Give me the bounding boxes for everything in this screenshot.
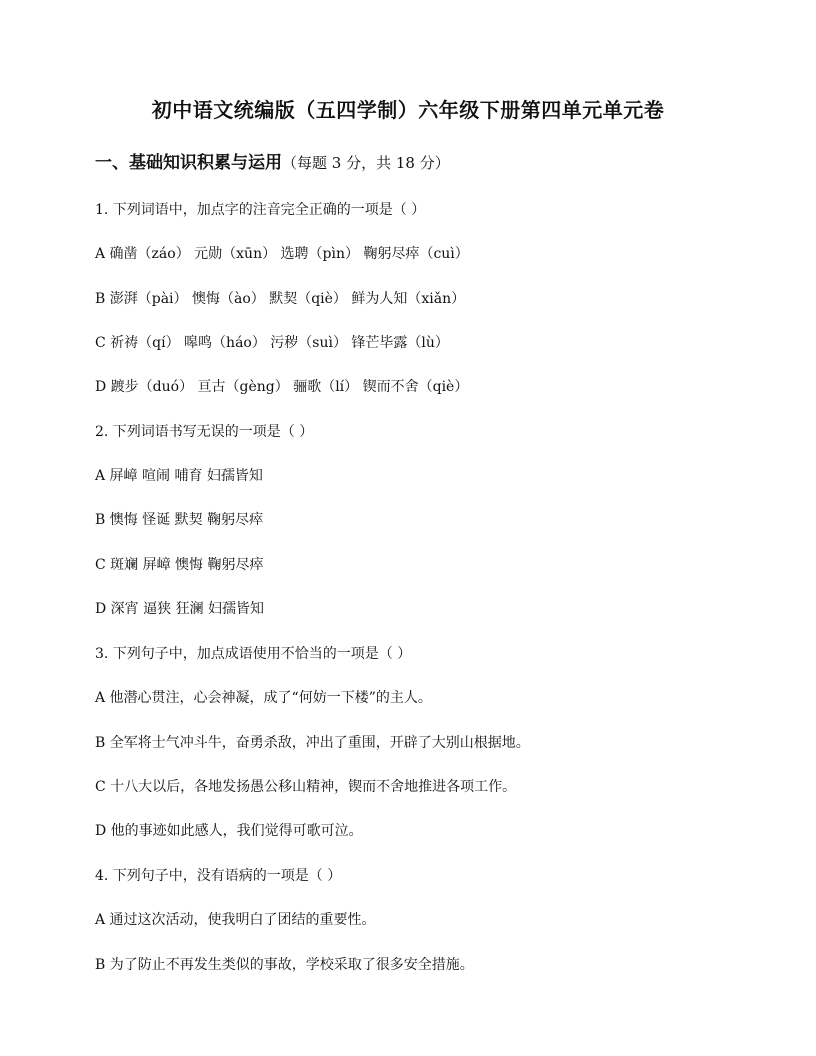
question-3-option-d: D 他的事迹如此感人，我们觉得可歌可泣。	[95, 823, 363, 839]
question-4-option-b: B 为了防止不再发生类似的事故，学校采取了很多安全措施。	[95, 957, 474, 973]
document-title: 初中语文统编版（五四学制）六年级下册第四单元单元卷	[151, 98, 665, 122]
question-3-option-c: C 十八大以后，各地发扬愚公移山精神，锲而不舍地推进各项工作。	[95, 779, 517, 795]
question-2-option-b: B 懊悔 怪诞 默契 鞠躬尽瘁	[95, 512, 264, 528]
section-heading: 一、基础知识积累与运用	[95, 153, 282, 173]
question-1-option-c: C 祈祷（qí） 嗥鸣（háo） 污秽（suì） 锋芒毕露（lù）	[95, 335, 449, 351]
question-2-option-a: A 屏嶂 喧闹 哺育 妇孺皆知	[95, 468, 263, 484]
question-2-option-c: C 斑斓 屏嶂 懊悔 鞠躬尽瘁	[95, 557, 264, 573]
question-2-option-d: D 深宵 逼狭 狂澜 妇孺皆知	[95, 601, 265, 617]
question-1-option-b: B 澎湃（pài） 懊悔（ào） 默契（qiè） 鲜为人知（xiǎn）	[95, 291, 466, 307]
question-2-stem: 2. 下列词语书写无误的一项是（ ）	[95, 424, 314, 440]
question-1-option-a: A 确凿（záo） 元勋（xūn） 选聘（pìn） 鞠躬尽瘁（cuì）	[95, 246, 469, 262]
question-1-stem: 1. 下列词语中，加点字的注音完全正确的一项是（ ）	[95, 202, 426, 218]
section-score-note: （每题 3 分，共 18 分）	[282, 154, 450, 172]
question-4-stem: 4. 下列句子中，没有语病的一项是（ ）	[95, 868, 342, 884]
question-1-option-d: D 踱步（duó） 亘古（gèng） 骊歌（lí） 锲而不舍（qiè）	[95, 379, 469, 395]
question-4-option-a: A 通过这次活动，使我明白了团结的重要性。	[95, 912, 376, 928]
section-heading-wrapper	[95, 148, 450, 173]
question-3-option-a: A 他潜心贯注，心会神凝，成了“何妨一下楼”的主人。	[95, 690, 432, 706]
question-3-stem: 3. 下列句子中，加点成语使用不恰当的一项是（ ）	[95, 646, 412, 662]
question-3-option-b: B 全军将士气冲斗牛，奋勇杀敌，冲出了重围，开辟了大别山根据地。	[95, 735, 530, 751]
